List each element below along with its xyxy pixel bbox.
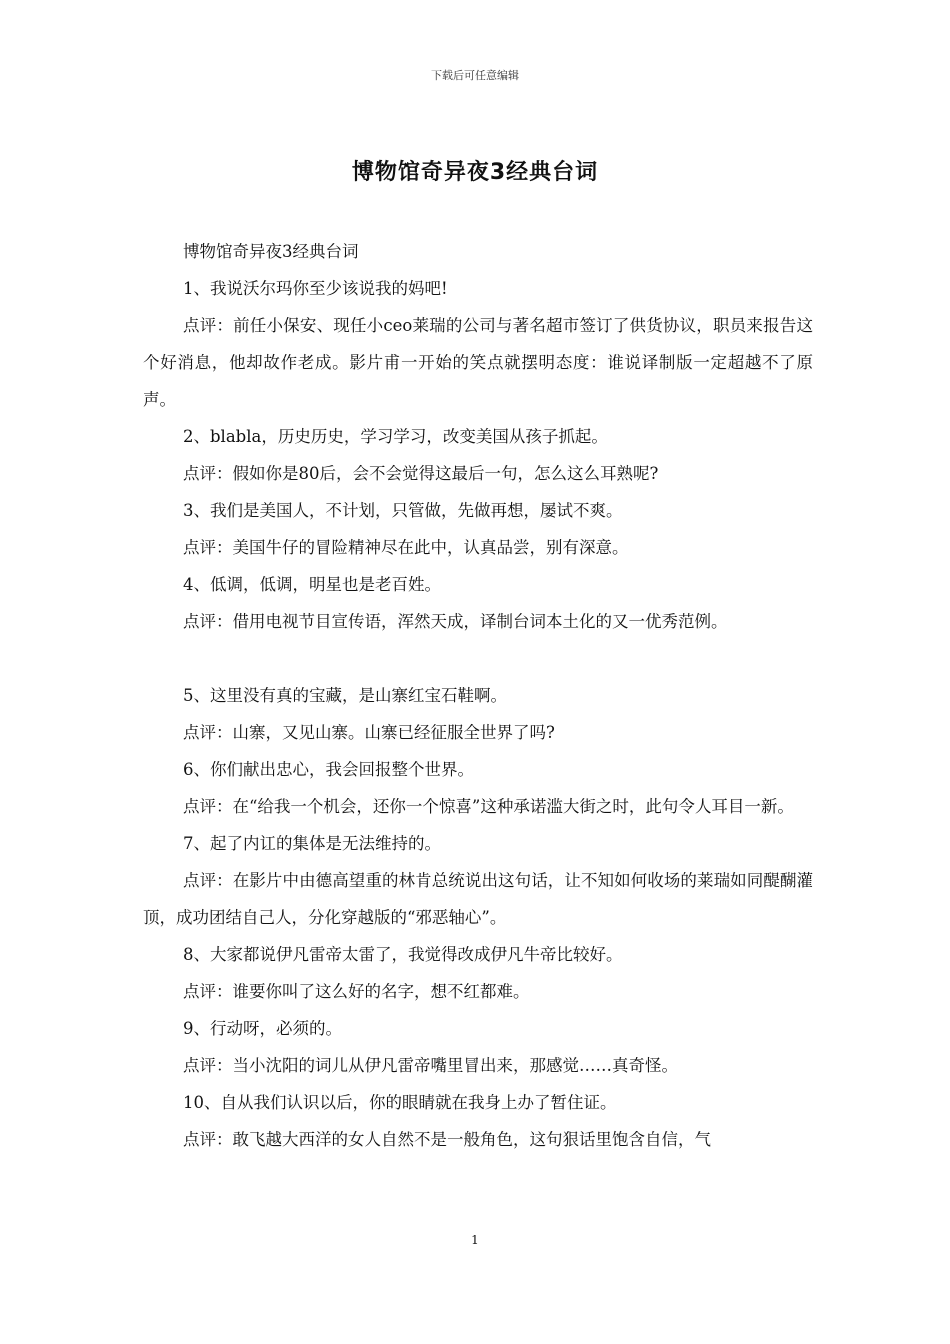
- document-body: [143, 233, 813, 1158]
- comment-6: 点评：在“给我一个机会，还你一个惊喜”这种承诺滥大街之时，此句令人耳目一新。: [183, 797, 794, 816]
- quote-9: 9、行动呀，必须的。: [183, 1019, 342, 1038]
- paragraph-gap: [143, 640, 813, 677]
- page-header-note: 下载后可任意编辑: [431, 69, 519, 82]
- quote-6: 6、你们献出忠心，我会回报整个世界。: [183, 760, 474, 779]
- quote-1: 1、我说沃尔玛你至少该说我的妈吧!: [183, 279, 448, 298]
- comment-9: 点评：当小沈阳的词儿从伊凡雷帝嘴里冒出来，那感觉……真奇怪。: [183, 1056, 678, 1075]
- comment-10: 点评：敢飞越大西洋的女人自然不是一般角色，这句狠话里饱含自信，气: [183, 1130, 711, 1149]
- quote-7: 7、起了内讧的集体是无法维持的。: [183, 834, 441, 853]
- quote-4: 4、低调，低调，明星也是老百姓。: [183, 575, 441, 594]
- quote-2: 2、blabla，历史历史，学习学习，改变美国从孩子抓起。: [183, 427, 608, 446]
- document-title: 博物馆奇异夜3经典台词: [351, 160, 599, 185]
- quote-5: 5、这里没有真的宝藏，是山寨红宝石鞋啊。: [183, 686, 507, 705]
- page-number: 1: [471, 1233, 479, 1247]
- comment-2: 点评：假如你是80后，会不会觉得这最后一句，怎么这么耳熟呢?: [183, 464, 659, 483]
- comment-8: 点评：谁要你叫了这么好的名字，想不红都难。: [183, 982, 530, 1001]
- paragraph-subtitle: 博物馆奇异夜3经典台词: [183, 242, 359, 261]
- comment-7: 点评：在影片中由德高望重的林肯总统说出这句话，让不知如何收场的莱瑞如同醍醐灌顶，成功团结自己人，分化穿越版的“邪恶轴心”。: [143, 871, 813, 927]
- comment-5: 点评：山寨，又见山寨。山寨已经征服全世界了吗?: [183, 723, 555, 742]
- comment-3: 点评：美国牛仔的冒险精神尽在此中，认真品尝，别有深意。: [183, 538, 629, 557]
- comment-4: 点评：借用电视节目宣传语，浑然天成，译制台词本土化的又一优秀范例。: [183, 612, 728, 631]
- quote-8: 8、大家都说伊凡雷帝太雷了，我觉得改成伊凡牛帝比较好。: [183, 945, 623, 964]
- comment-1: 点评：前任小保安、现任小ceo莱瑞的公司与著名超市签订了供货协议，职员来报告这个好消息，他却故作老成。影片甫一开始的笑点就摆明态度：谁说译制版一定超越不了原声。: [143, 316, 813, 409]
- quote-10: 10、自从我们认识以后，你的眼睛就在我身上办了暂住证。: [183, 1093, 617, 1112]
- quote-3: 3、我们是美国人，不计划，只管做，先做再想，屡试不爽。: [183, 501, 623, 520]
